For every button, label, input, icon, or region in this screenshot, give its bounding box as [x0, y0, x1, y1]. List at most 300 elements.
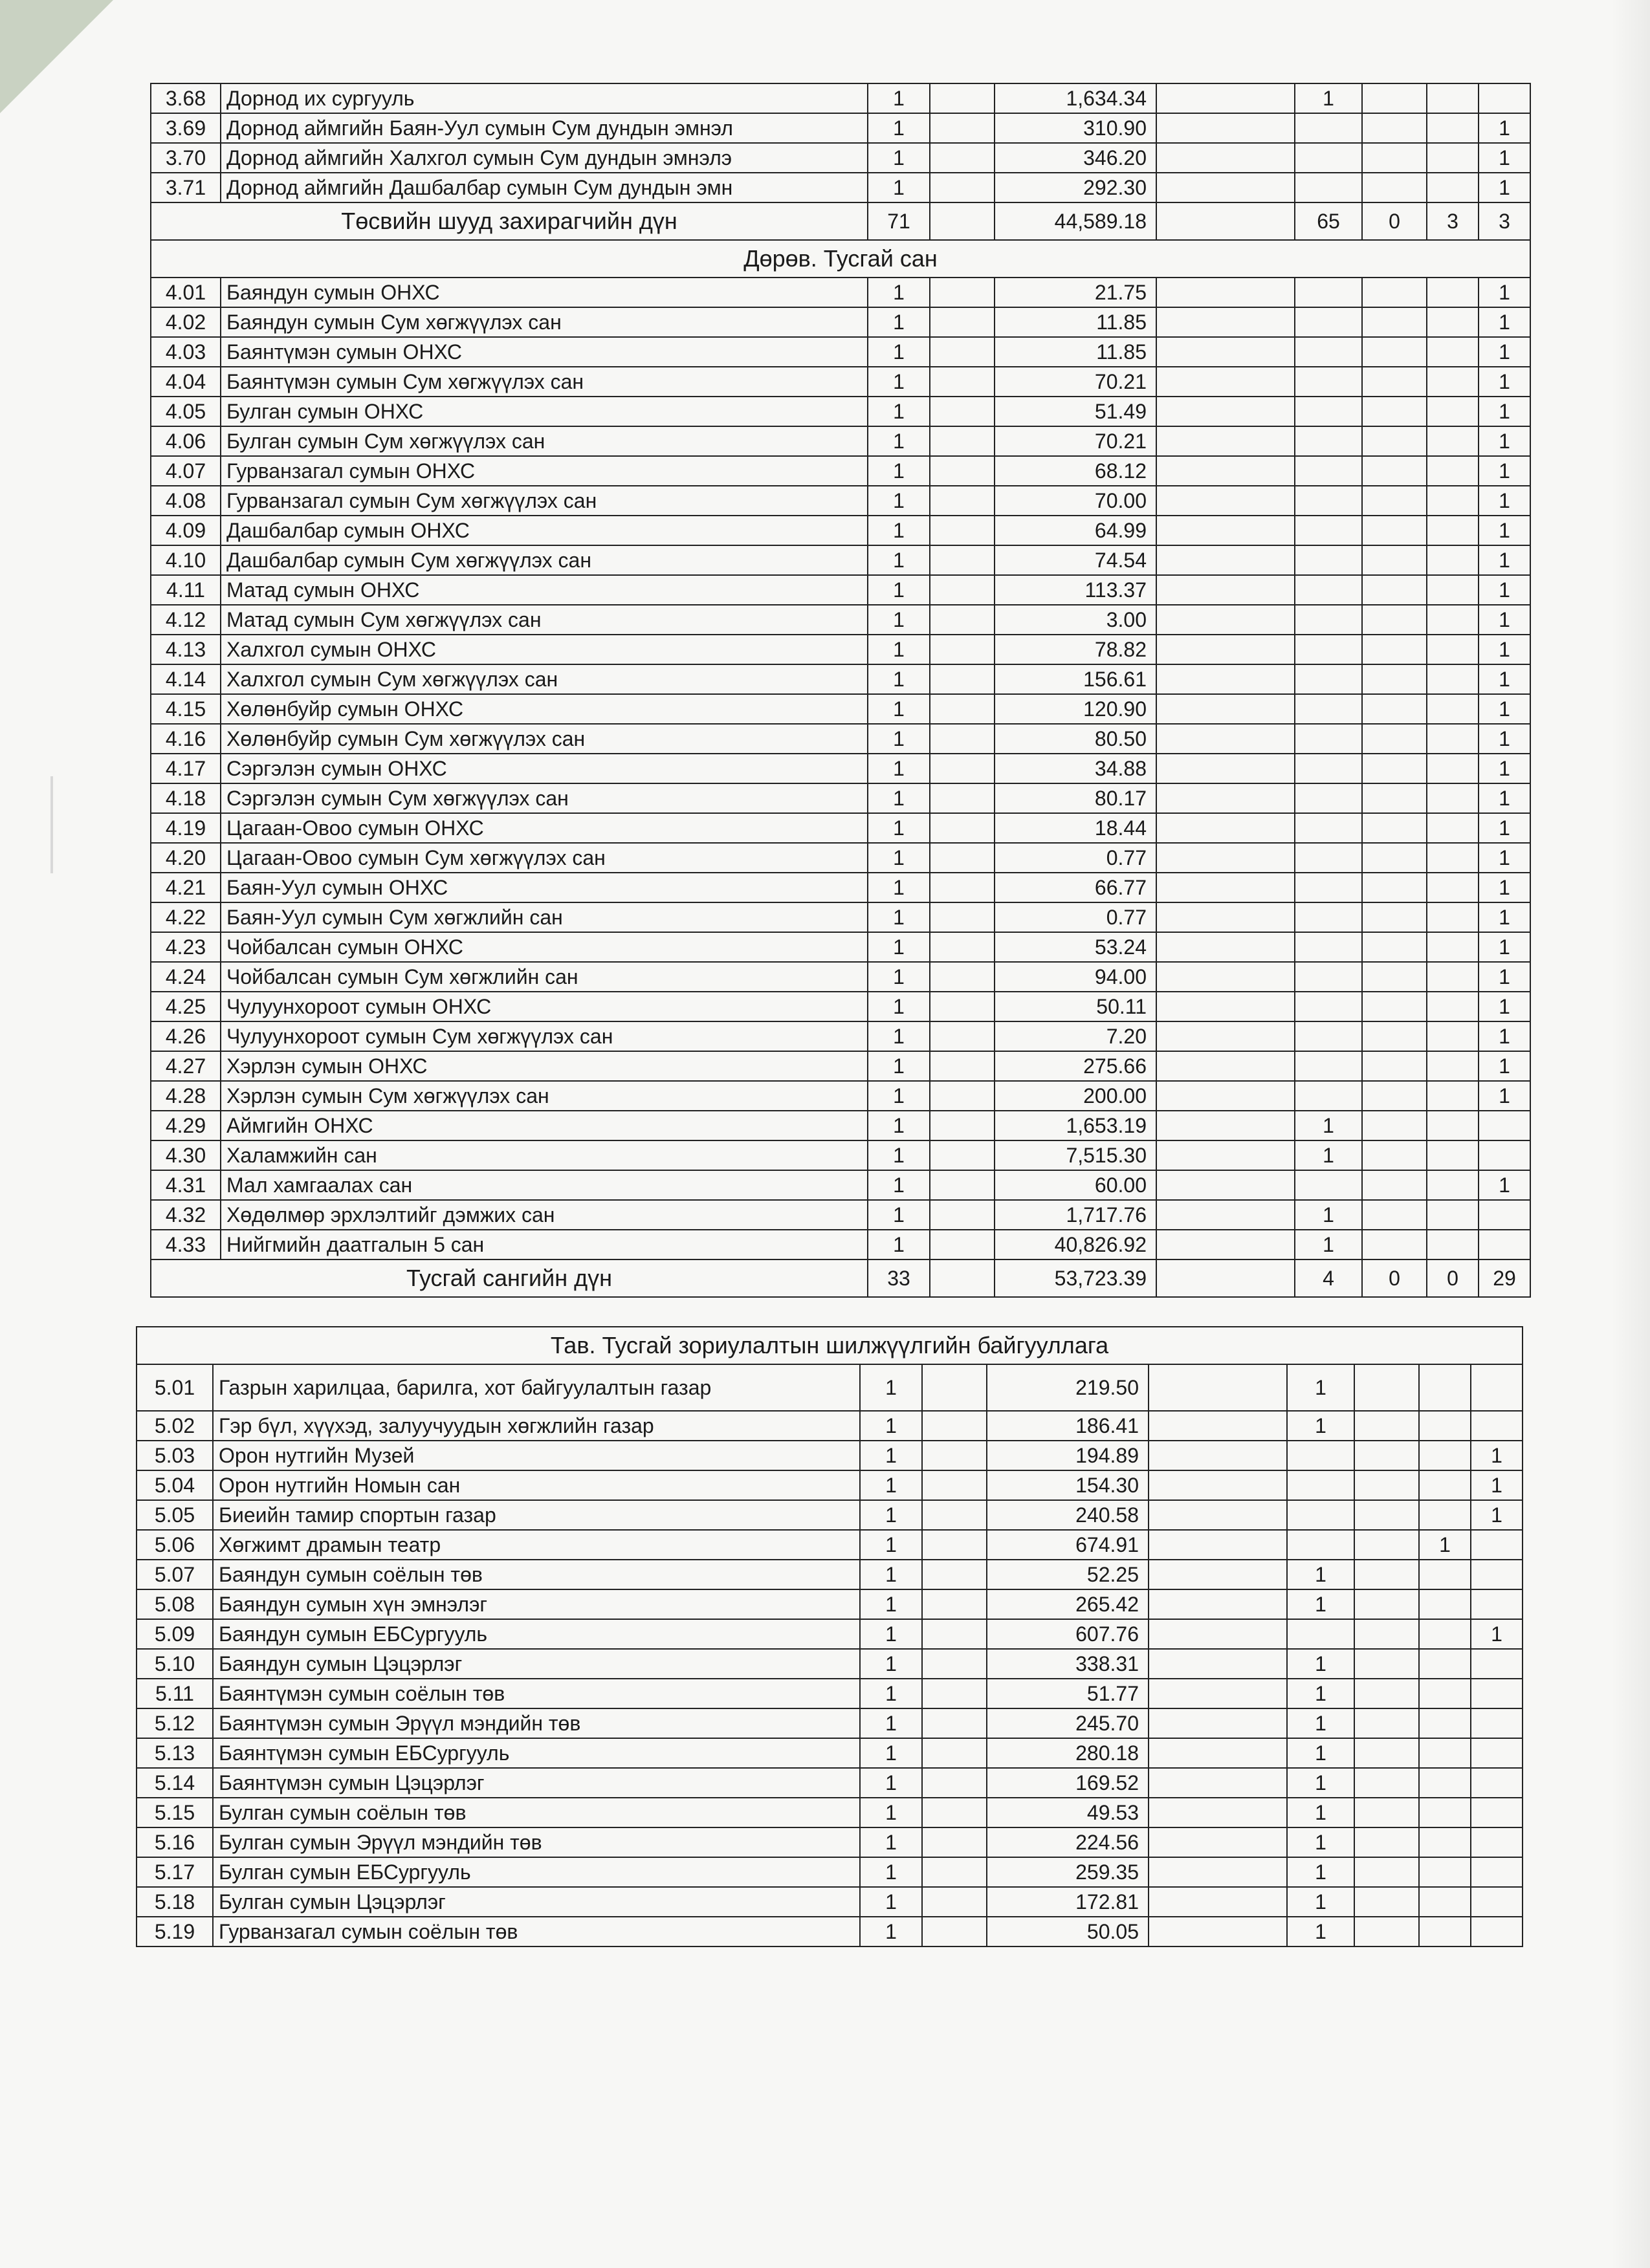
- row-empty-a: [930, 694, 995, 724]
- row-c4: [1471, 1857, 1523, 1887]
- row-c4: 1: [1479, 143, 1530, 173]
- row-empty-b: [1156, 307, 1295, 337]
- table-row: [151, 486, 1530, 516]
- row-c3: [1427, 843, 1479, 873]
- row-number: 4.12: [151, 605, 221, 635]
- row-c1: [1295, 813, 1362, 843]
- row-c2: [1362, 486, 1427, 516]
- table-row: [151, 635, 1530, 664]
- row-c4: 1: [1479, 1021, 1530, 1051]
- row-name: Халхгол сумын ОНХС: [221, 635, 868, 664]
- row-c4: 1: [1479, 992, 1530, 1021]
- row-c1: [1295, 664, 1362, 694]
- row-empty-b: [1156, 783, 1295, 813]
- row-number: 4.14: [151, 664, 221, 694]
- row-c1: 1: [1295, 83, 1362, 113]
- row-empty-a: [922, 1708, 987, 1738]
- row-empty-a: [922, 1470, 987, 1500]
- row-empty-b: [1149, 1530, 1287, 1560]
- row-c2: [1362, 1170, 1427, 1200]
- table-row: [151, 367, 1530, 397]
- row-c2: [1362, 516, 1427, 545]
- row-name: Баяндун сумын Цэцэрлэг: [213, 1649, 860, 1679]
- table-row: [137, 1619, 1523, 1649]
- row-c2: [1362, 367, 1427, 397]
- row-name: Баяндун сумын соёлын төв: [213, 1560, 860, 1589]
- row-c3: [1419, 1857, 1471, 1887]
- row-c3: [1427, 635, 1479, 664]
- row-amount: 346.20: [995, 143, 1156, 173]
- row-amount: 70.21: [995, 426, 1156, 456]
- row-c3: [1427, 486, 1479, 516]
- row-number: 5.09: [137, 1619, 213, 1649]
- row-c3: [1427, 83, 1479, 113]
- row-amount: 52.25: [987, 1560, 1149, 1589]
- row-number: 4.25: [151, 992, 221, 1021]
- row-empty-b: [1156, 1051, 1295, 1081]
- row-number: 4.01: [151, 278, 221, 307]
- row-c1: 1: [1287, 1589, 1354, 1619]
- row-c2: [1362, 1081, 1427, 1111]
- row-empty-b: [1149, 1500, 1287, 1530]
- row-number: 5.02: [137, 1411, 213, 1441]
- row-empty-a: [930, 83, 995, 113]
- row-number: 4.17: [151, 754, 221, 783]
- row-name: Орон нутгийн Музей: [213, 1441, 860, 1470]
- row-number: 4.29: [151, 1111, 221, 1140]
- row-c2: [1362, 962, 1427, 992]
- row-amount: 338.31: [987, 1649, 1149, 1679]
- section4-total-c3: 0: [1427, 1259, 1479, 1297]
- table-row: [151, 1200, 1530, 1230]
- row-c4: 1: [1479, 724, 1530, 754]
- row-c4: [1471, 1649, 1523, 1679]
- row-empty-a: [930, 143, 995, 173]
- row-number: 3.70: [151, 143, 221, 173]
- row-c3: [1419, 1589, 1471, 1619]
- row-empty-a: [930, 932, 995, 962]
- row-empty-b: [1156, 1140, 1295, 1170]
- row-empty-b: [1149, 1411, 1287, 1441]
- row-amount: 259.35: [987, 1857, 1149, 1887]
- row-count: 1: [868, 1111, 930, 1140]
- row-empty-a: [930, 307, 995, 337]
- row-amount: 120.90: [995, 694, 1156, 724]
- row-empty-b: [1149, 1679, 1287, 1708]
- row-c1: [1295, 873, 1362, 902]
- row-count: 1: [868, 1170, 930, 1200]
- row-name: Баянтүмэн сумын Цэцэрлэг: [213, 1768, 860, 1798]
- row-count: 1: [868, 992, 930, 1021]
- row-c1: [1295, 932, 1362, 962]
- row-count: 1: [860, 1679, 922, 1708]
- row-count: 1: [860, 1411, 922, 1441]
- row-name: Булган сумын ЕБСургууль: [213, 1857, 860, 1887]
- row-c1: [1295, 426, 1362, 456]
- row-empty-a: [922, 1589, 987, 1619]
- row-count: 1: [868, 754, 930, 783]
- table-row: [151, 605, 1530, 635]
- row-number: 4.23: [151, 932, 221, 962]
- row-c1: [1295, 724, 1362, 754]
- row-amount: 265.42: [987, 1589, 1149, 1619]
- row-name: Дорнод аймгийн Баян-Уул сумын Сум дундын эмнэл: [221, 113, 868, 143]
- row-amount: 224.56: [987, 1827, 1149, 1857]
- row-number: 4.28: [151, 1081, 221, 1111]
- table-row: [137, 1679, 1523, 1708]
- row-c4: 1: [1471, 1619, 1523, 1649]
- row-number: 4.31: [151, 1170, 221, 1200]
- row-empty-b: [1149, 1827, 1287, 1857]
- row-c1: [1295, 1170, 1362, 1200]
- row-number: 5.15: [137, 1798, 213, 1827]
- row-c3: [1427, 1200, 1479, 1230]
- row-empty-b: [1156, 605, 1295, 635]
- table-row: [137, 1768, 1523, 1798]
- row-amount: 1,717.76: [995, 1200, 1156, 1230]
- row-c3: [1419, 1917, 1471, 1946]
- row-c2: [1354, 1500, 1419, 1530]
- table-row: [137, 1441, 1523, 1470]
- row-number: 5.08: [137, 1589, 213, 1619]
- row-c2: [1362, 575, 1427, 605]
- row-count: 1: [860, 1364, 922, 1411]
- row-c3: [1427, 426, 1479, 456]
- row-empty-a: [922, 1364, 987, 1411]
- row-name: Баянтүмэн сумын ОНХС: [221, 337, 868, 367]
- row-empty-a: [922, 1917, 987, 1946]
- row-c1: 1: [1287, 1649, 1354, 1679]
- row-c4: 1: [1471, 1470, 1523, 1500]
- table-row: [151, 1021, 1530, 1051]
- section3-total-count: 71: [868, 202, 930, 240]
- row-name: Орон нутгийн Номын сан: [213, 1470, 860, 1500]
- row-name: Хөдөлмөр эрхлэлтийг дэмжих сан: [221, 1200, 868, 1230]
- row-empty-a: [930, 902, 995, 932]
- row-amount: 3.00: [995, 605, 1156, 635]
- row-amount: 80.50: [995, 724, 1156, 754]
- row-name: Хэрлэн сумын ОНХС: [221, 1051, 868, 1081]
- row-c1: [1295, 605, 1362, 635]
- row-c1: [1287, 1530, 1354, 1560]
- row-c4: [1471, 1364, 1523, 1411]
- row-amount: 0.77: [995, 902, 1156, 932]
- row-amount: 186.41: [987, 1411, 1149, 1441]
- row-c1: 1: [1295, 1200, 1362, 1230]
- row-c3: [1427, 575, 1479, 605]
- row-count: 1: [868, 873, 930, 902]
- row-c1: 1: [1287, 1738, 1354, 1768]
- row-empty-b: [1156, 83, 1295, 113]
- row-number: 5.01: [137, 1364, 213, 1411]
- row-c3: [1427, 1170, 1479, 1200]
- row-c3: [1427, 397, 1479, 426]
- row-c4: [1471, 1738, 1523, 1768]
- row-count: 1: [860, 1798, 922, 1827]
- row-amount: 70.00: [995, 486, 1156, 516]
- row-name: Баянтүмэн сумын ЕБСургууль: [213, 1738, 860, 1768]
- row-empty-a: [930, 783, 995, 813]
- row-name: Биеийн тамир спортын газар: [213, 1500, 860, 1530]
- row-c2: [1362, 992, 1427, 1021]
- row-c3: [1427, 694, 1479, 724]
- row-empty-a: [930, 1111, 995, 1140]
- row-c4: 1: [1479, 486, 1530, 516]
- row-empty-a: [922, 1857, 987, 1887]
- row-amount: 310.90: [995, 113, 1156, 143]
- row-empty-a: [930, 278, 995, 307]
- row-c4: 1: [1479, 1051, 1530, 1081]
- row-c1: 1: [1287, 1560, 1354, 1589]
- row-c1: [1287, 1441, 1354, 1470]
- row-empty-a: [922, 1500, 987, 1530]
- row-amount: 11.85: [995, 337, 1156, 367]
- row-c1: [1295, 1081, 1362, 1111]
- row-amount: 40,826.92: [995, 1230, 1156, 1259]
- table-row: [151, 426, 1530, 456]
- row-name: Сэргэлэн сумын ОНХС: [221, 754, 868, 783]
- row-c4: 1: [1479, 1170, 1530, 1200]
- table-row: [137, 1798, 1523, 1827]
- row-c2: [1362, 873, 1427, 902]
- row-c4: 1: [1479, 664, 1530, 694]
- budget-table-lower: [136, 1326, 1523, 1947]
- row-empty-a: [922, 1441, 987, 1470]
- row-c1: [1295, 173, 1362, 202]
- row-c3: [1427, 1081, 1479, 1111]
- row-c1: [1295, 843, 1362, 873]
- row-count: 1: [868, 143, 930, 173]
- table-row: [151, 337, 1530, 367]
- row-amount: 7,515.30: [995, 1140, 1156, 1170]
- row-empty-b: [1156, 902, 1295, 932]
- table-row: [137, 1738, 1523, 1768]
- row-name: Булган сумын Эрүүл мэндийн төв: [213, 1827, 860, 1857]
- row-empty-a: [930, 397, 995, 426]
- row-c4: 1: [1479, 173, 1530, 202]
- row-number: 4.04: [151, 367, 221, 397]
- row-count: 1: [868, 783, 930, 813]
- row-c2: [1362, 783, 1427, 813]
- row-number: 5.14: [137, 1768, 213, 1798]
- row-number: 4.08: [151, 486, 221, 516]
- row-c1: 1: [1287, 1679, 1354, 1708]
- row-c2: [1354, 1738, 1419, 1768]
- row-c2: [1362, 932, 1427, 962]
- table-row: [151, 694, 1530, 724]
- row-name: Халамжийн сан: [221, 1140, 868, 1170]
- row-name: Баяндун сумын хүн эмнэлэг: [213, 1589, 860, 1619]
- row-empty-b: [1149, 1619, 1287, 1649]
- row-number: 5.06: [137, 1530, 213, 1560]
- row-amount: 50.05: [987, 1917, 1149, 1946]
- row-name: Баяндун сумын ОНХС: [221, 278, 868, 307]
- row-empty-a: [922, 1679, 987, 1708]
- table-row: [151, 1051, 1530, 1081]
- row-c4: [1479, 1200, 1530, 1230]
- row-name: Мал хамгаалах сан: [221, 1170, 868, 1200]
- row-empty-a: [930, 754, 995, 783]
- row-c4: [1471, 1708, 1523, 1738]
- row-c3: [1427, 367, 1479, 397]
- section3-total-label: Төсвийн шууд захирагчийн дүн: [151, 202, 868, 240]
- row-empty-b: [1149, 1887, 1287, 1917]
- row-number: 5.07: [137, 1560, 213, 1589]
- row-number: 4.05: [151, 397, 221, 426]
- row-name: Чойбалсан сумын Сум хөгжлийн сан: [221, 962, 868, 992]
- row-amount: 70.21: [995, 367, 1156, 397]
- row-c2: [1362, 307, 1427, 337]
- row-amount: 11.85: [995, 307, 1156, 337]
- section4-total-row: [151, 1259, 1530, 1297]
- row-c4: 1: [1479, 516, 1530, 545]
- row-number: 4.09: [151, 516, 221, 545]
- row-number: 4.15: [151, 694, 221, 724]
- row-count: 1: [868, 307, 930, 337]
- row-c4: 1: [1479, 873, 1530, 902]
- row-c3: [1419, 1768, 1471, 1798]
- row-count: 1: [868, 113, 930, 143]
- row-empty-b: [1149, 1441, 1287, 1470]
- row-empty-b: [1149, 1917, 1287, 1946]
- row-count: 1: [868, 173, 930, 202]
- row-amount: 64.99: [995, 516, 1156, 545]
- row-empty-a: [922, 1768, 987, 1798]
- table-row: [151, 992, 1530, 1021]
- row-number: 3.69: [151, 113, 221, 143]
- row-c2: [1362, 694, 1427, 724]
- row-c2: [1362, 635, 1427, 664]
- row-c1: 1: [1295, 1111, 1362, 1140]
- row-c1: [1295, 278, 1362, 307]
- row-empty-a: [930, 575, 995, 605]
- row-c1: [1287, 1500, 1354, 1530]
- row-name: Нийгмийн даатгалын 5 сан: [221, 1230, 868, 1259]
- row-c2: [1362, 545, 1427, 575]
- row-empty-b: [1156, 113, 1295, 143]
- page-edge-shadow: [1611, 0, 1650, 2268]
- row-count: 1: [868, 1021, 930, 1051]
- row-name: Дорнод аймгийн Халхгол сумын Сум дундын эмнэлэ: [221, 143, 868, 173]
- row-c4: 1: [1479, 456, 1530, 486]
- row-c4: [1471, 1917, 1523, 1946]
- scan-mark: [50, 776, 53, 873]
- row-empty-b: [1156, 664, 1295, 694]
- row-name: Булган сумын Цэцэрлэг: [213, 1887, 860, 1917]
- row-count: 1: [868, 1140, 930, 1170]
- row-c2: [1362, 173, 1427, 202]
- row-count: 1: [868, 367, 930, 397]
- table-row: [151, 754, 1530, 783]
- row-c2: [1354, 1560, 1419, 1589]
- row-c4: [1471, 1530, 1523, 1560]
- row-c2: [1362, 1140, 1427, 1170]
- row-empty-b: [1149, 1708, 1287, 1738]
- row-c2: [1362, 143, 1427, 173]
- table-row: [137, 1470, 1523, 1500]
- row-name: Гурванзагал сумын соёлын төв: [213, 1917, 860, 1946]
- row-empty-b: [1156, 1021, 1295, 1051]
- row-count: 1: [868, 605, 930, 635]
- row-empty-b: [1156, 278, 1295, 307]
- row-empty-b: [1149, 1589, 1287, 1619]
- row-c4: [1479, 1111, 1530, 1140]
- row-count: 1: [868, 932, 930, 962]
- row-empty-b: [1156, 456, 1295, 486]
- row-number: 4.07: [151, 456, 221, 486]
- row-amount: 78.82: [995, 635, 1156, 664]
- row-c3: [1427, 724, 1479, 754]
- row-c3: [1419, 1619, 1471, 1649]
- table-row: [137, 1857, 1523, 1887]
- row-c2: [1362, 843, 1427, 873]
- row-name: Аймгийн ОНХС: [221, 1111, 868, 1140]
- row-count: 1: [868, 545, 930, 575]
- row-count: 1: [860, 1917, 922, 1946]
- row-empty-a: [930, 1081, 995, 1111]
- row-count: 1: [868, 486, 930, 516]
- row-c1: [1295, 694, 1362, 724]
- row-empty-b: [1156, 545, 1295, 575]
- row-c4: [1479, 83, 1530, 113]
- row-c3: [1419, 1738, 1471, 1768]
- table-row: [137, 1649, 1523, 1679]
- row-empty-b: [1156, 575, 1295, 605]
- row-c4: [1471, 1560, 1523, 1589]
- row-c1: [1295, 397, 1362, 426]
- row-c3: [1427, 113, 1479, 143]
- row-empty-a: [922, 1619, 987, 1649]
- row-amount: 51.77: [987, 1679, 1149, 1708]
- row-count: 1: [860, 1708, 922, 1738]
- table-row: [151, 724, 1530, 754]
- row-c2: [1362, 754, 1427, 783]
- row-c3: [1427, 605, 1479, 635]
- row-c2: [1354, 1708, 1419, 1738]
- table-row: [151, 278, 1530, 307]
- row-empty-b: [1156, 694, 1295, 724]
- row-c4: 1: [1479, 843, 1530, 873]
- row-count: 1: [868, 843, 930, 873]
- row-amount: 219.50: [987, 1364, 1149, 1411]
- row-empty-a: [930, 367, 995, 397]
- budget-table-upper: [150, 83, 1531, 1298]
- section4-total-label: Тусгай сангийн дүн: [151, 1259, 868, 1297]
- row-c3: [1427, 1051, 1479, 1081]
- row-c3: [1427, 813, 1479, 843]
- row-c3: [1427, 173, 1479, 202]
- row-empty-a: [930, 1230, 995, 1259]
- row-count: 1: [860, 1560, 922, 1589]
- row-count: 1: [868, 516, 930, 545]
- row-c2: [1362, 337, 1427, 367]
- table-row: [151, 113, 1530, 143]
- row-c1: [1295, 783, 1362, 813]
- row-count: 1: [868, 962, 930, 992]
- row-count: 1: [868, 635, 930, 664]
- table-row: [151, 783, 1530, 813]
- row-c1: [1295, 635, 1362, 664]
- row-c1: [1295, 516, 1362, 545]
- row-number: 5.04: [137, 1470, 213, 1500]
- row-empty-b: [1156, 486, 1295, 516]
- row-c4: 1: [1479, 367, 1530, 397]
- row-c1: 1: [1287, 1798, 1354, 1827]
- row-c2: [1354, 1887, 1419, 1917]
- row-c3: [1427, 1111, 1479, 1140]
- row-empty-a: [930, 635, 995, 664]
- row-c3: [1427, 307, 1479, 337]
